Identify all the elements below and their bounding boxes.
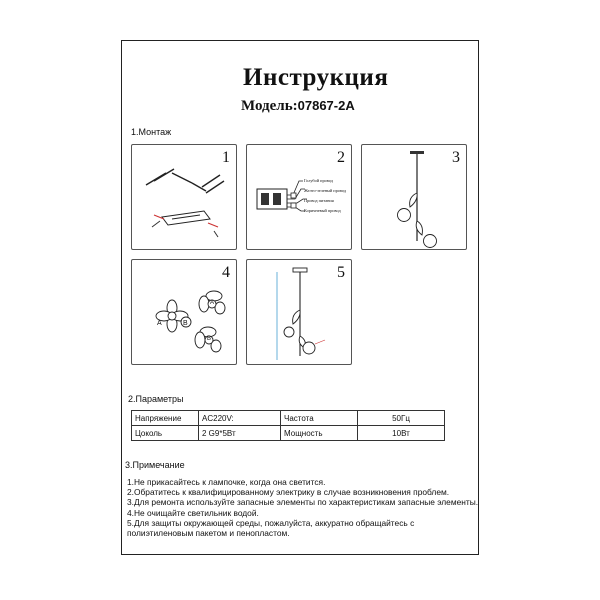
panel-number: 4 xyxy=(222,264,230,281)
mounting-screws-illustration xyxy=(132,145,238,251)
wire-label-blue: Голубой провод xyxy=(304,178,333,183)
label-a-circle: A xyxy=(210,300,215,306)
label-b: B xyxy=(183,320,188,327)
param-name: Частота xyxy=(281,411,358,426)
note-item: 4.Не очищайте светильник водой. xyxy=(127,507,259,518)
table-row xyxy=(132,411,445,426)
fixture-assembled-illustration xyxy=(362,145,468,251)
panel-number: 2 xyxy=(337,149,345,166)
param-name: Цоколь xyxy=(132,426,199,441)
bulb-install-illustration xyxy=(132,260,238,366)
param-value: 2 G9*5Вт xyxy=(199,426,281,441)
note-item: 5.Для защиты окружающей среды, пожалуйста, аккуратно обращайтесь с xyxy=(127,517,415,528)
parameters-table xyxy=(131,410,445,441)
fixture-dimensions-illustration xyxy=(247,260,353,366)
label-a: A xyxy=(157,320,162,327)
label-b-circle: B xyxy=(207,336,212,342)
note-item: 2.Обратитесь к квалифицированному электрику в случае возникновения проблем. xyxy=(127,487,450,498)
param-value: AC220V: xyxy=(199,411,281,426)
param-name: Напряжение xyxy=(132,411,199,426)
section-notes-heading: 3.Примечание xyxy=(125,460,185,470)
param-value: 10Вт xyxy=(358,426,445,441)
section-params-heading: 2.Параметры xyxy=(128,394,184,404)
panel-number: 1 xyxy=(222,149,230,166)
panel-4 xyxy=(131,259,237,365)
model-number: 07867-2A xyxy=(297,98,355,113)
model-label: Модель: xyxy=(241,98,298,114)
wire-label-power: Провод питания xyxy=(304,198,334,203)
panel-number: 5 xyxy=(337,264,345,281)
panel-3 xyxy=(361,144,467,250)
panel-5 xyxy=(246,259,352,365)
param-value: 50Гц xyxy=(358,411,445,426)
model-line xyxy=(241,98,355,115)
param-name: Мощность xyxy=(281,426,358,441)
wire-label-brown: Коричневый провод xyxy=(304,208,341,213)
note-item: 1.Не прикасайтесь к лампочке, когда она светится. xyxy=(127,477,326,487)
notes-list xyxy=(127,477,478,538)
wire-label-yellow-green: Желто-зеленый провод xyxy=(304,188,347,193)
wiring-labels xyxy=(304,176,346,216)
note-item: полиэтиленовым пакетом и пенопластом. xyxy=(127,528,290,539)
panel-1 xyxy=(131,144,237,250)
panel-2 xyxy=(246,144,352,250)
section-mount-heading: 1.Монтаж xyxy=(131,127,172,137)
document-title: Инструкция xyxy=(243,64,389,91)
table-row xyxy=(132,426,445,441)
note-item: 3.Для ремонта используйте запасные элементы по характеристикам запасные элементы. xyxy=(127,497,479,508)
panel-number: 3 xyxy=(452,149,460,166)
